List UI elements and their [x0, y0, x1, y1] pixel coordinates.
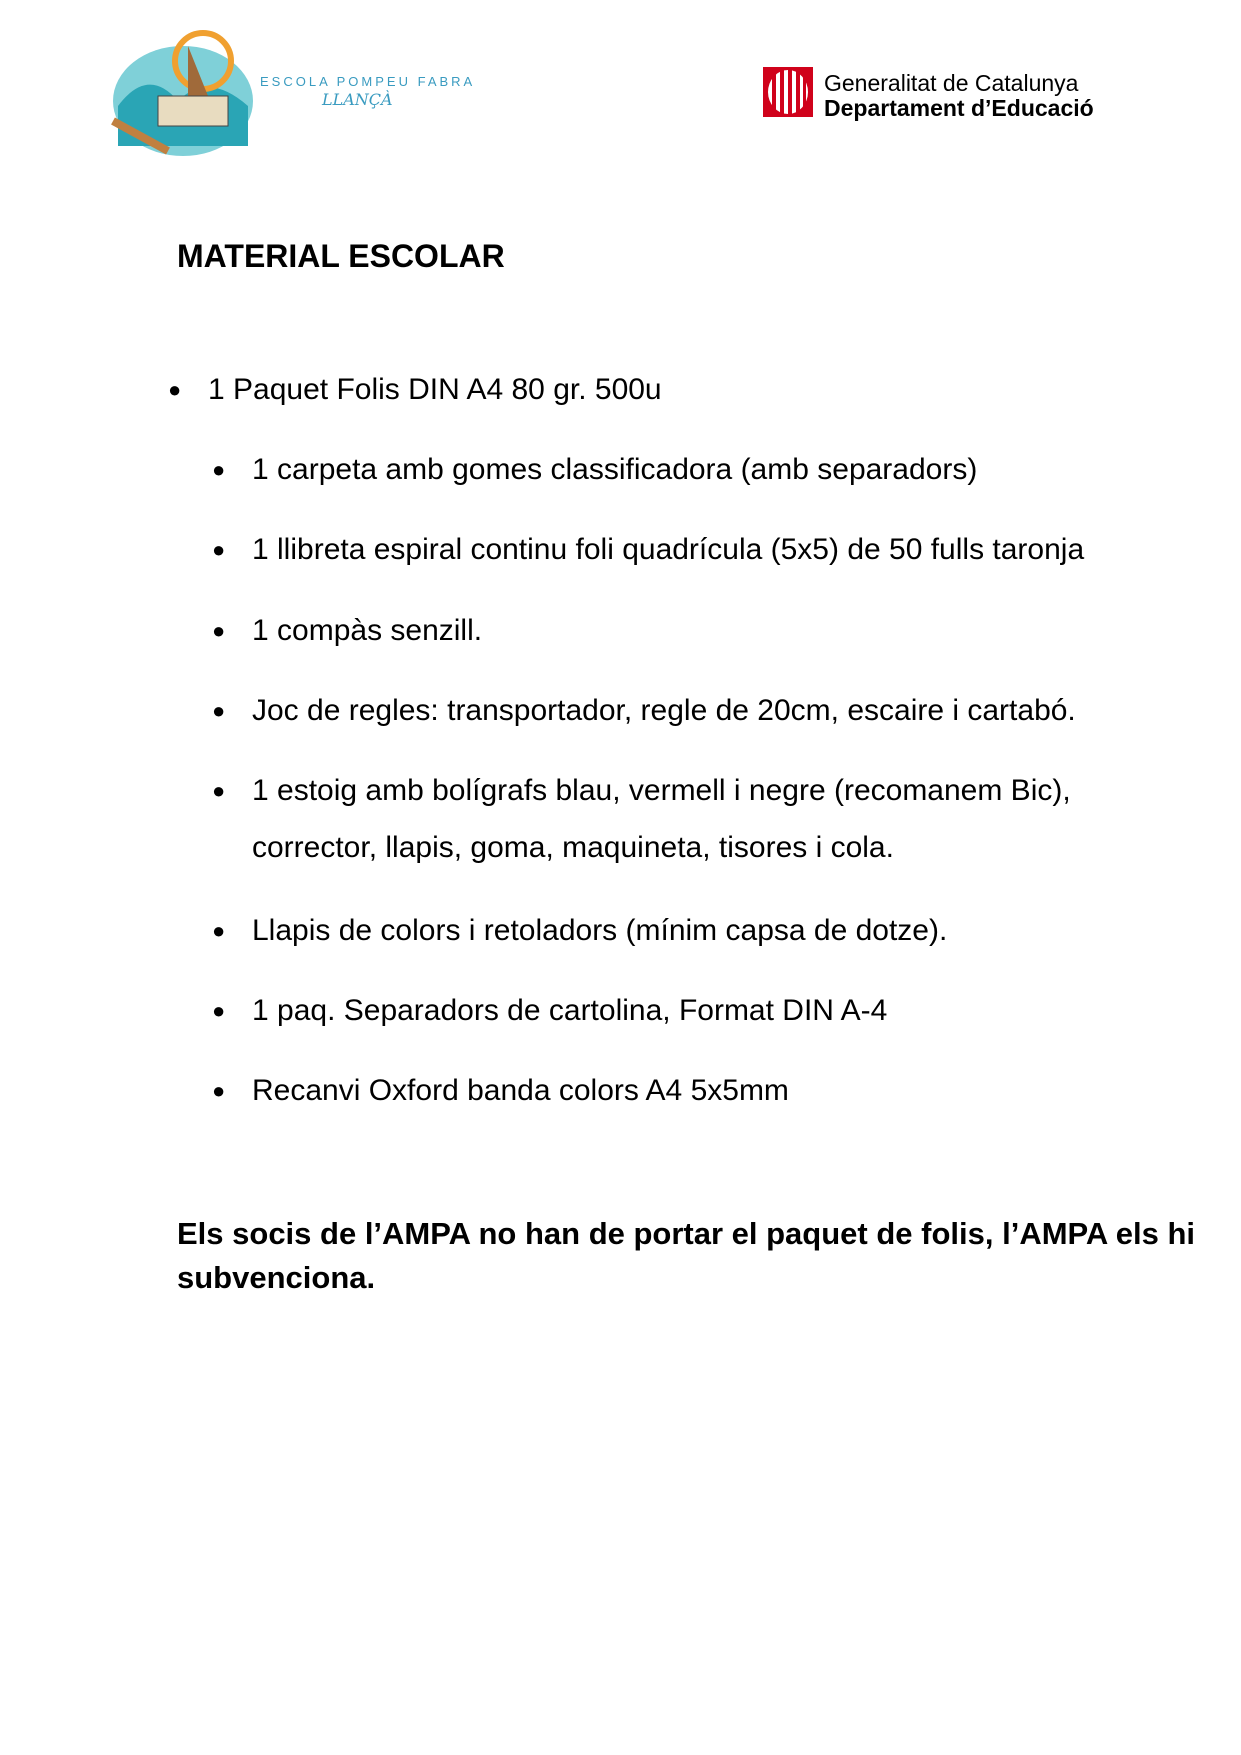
bullet-icon: ●	[212, 457, 226, 482]
bullet-icon: ●	[168, 377, 182, 402]
list-item-text: 1 llibreta espiral continu foli quadrícula (5x5) de 50 fulls taronja	[252, 533, 1085, 566]
list-item-text: Llapis de colors i retoladors (mínim capsa de dotze).	[252, 914, 948, 947]
bullet-icon: ●	[212, 537, 226, 562]
list-item	[212, 441, 978, 498]
bullet-icon: ●	[212, 618, 226, 643]
list-item-text: 1 paq. Separadors de cartolina, Format DIN A-4	[252, 994, 888, 1027]
list-item-text: Recanvi Oxford banda colors A4 5x5mm	[252, 1074, 789, 1107]
school-town: LLANÇÀ	[322, 90, 393, 109]
list-item-text: Joc de regles: transportador, regle de 20cm, escaire i cartabó.	[252, 694, 1076, 727]
bullet-icon: ●	[212, 698, 226, 723]
list-item	[168, 361, 662, 418]
bullet-icon: ●	[212, 998, 226, 1023]
list-item	[212, 682, 1076, 739]
list-item-text: 1 carpeta amb gomes classificadora (amb separadors)	[252, 453, 978, 486]
list-item	[212, 902, 948, 959]
list-item	[212, 762, 1192, 876]
list-item	[212, 521, 1085, 578]
list-item-text: 1 Paquet Folis DIN A4 80 gr. 500u	[208, 373, 662, 406]
school-logo	[108, 26, 258, 156]
list-item-text: 1 compàs senzill.	[252, 614, 483, 647]
department-name: Departament d’Educació	[824, 95, 1094, 121]
page-title: MATERIAL ESCOLAR	[177, 238, 505, 274]
bullet-icon: ●	[212, 778, 226, 803]
list-item	[212, 602, 483, 659]
generalitat-emblem-icon	[763, 67, 813, 117]
bullet-icon: ●	[212, 918, 226, 943]
ampa-note: Els socis de l’AMPA no han de portar el paquet de folis, l’AMPA els hi subvenciona.	[177, 1216, 1196, 1295]
list-item	[212, 982, 888, 1039]
list-item	[212, 1062, 789, 1119]
bullet-icon: ●	[212, 1078, 226, 1103]
generalitat-name: Generalitat de Catalunya	[824, 70, 1079, 96]
school-name: ESCOLA POMPEU FABRA	[260, 74, 476, 89]
list-item-text: 1 estoig amb bolígrafs blau, vermell i negre (recomanem Bic), corrector, llapis, goma, maquineta, tisores i cola.	[252, 774, 1071, 864]
